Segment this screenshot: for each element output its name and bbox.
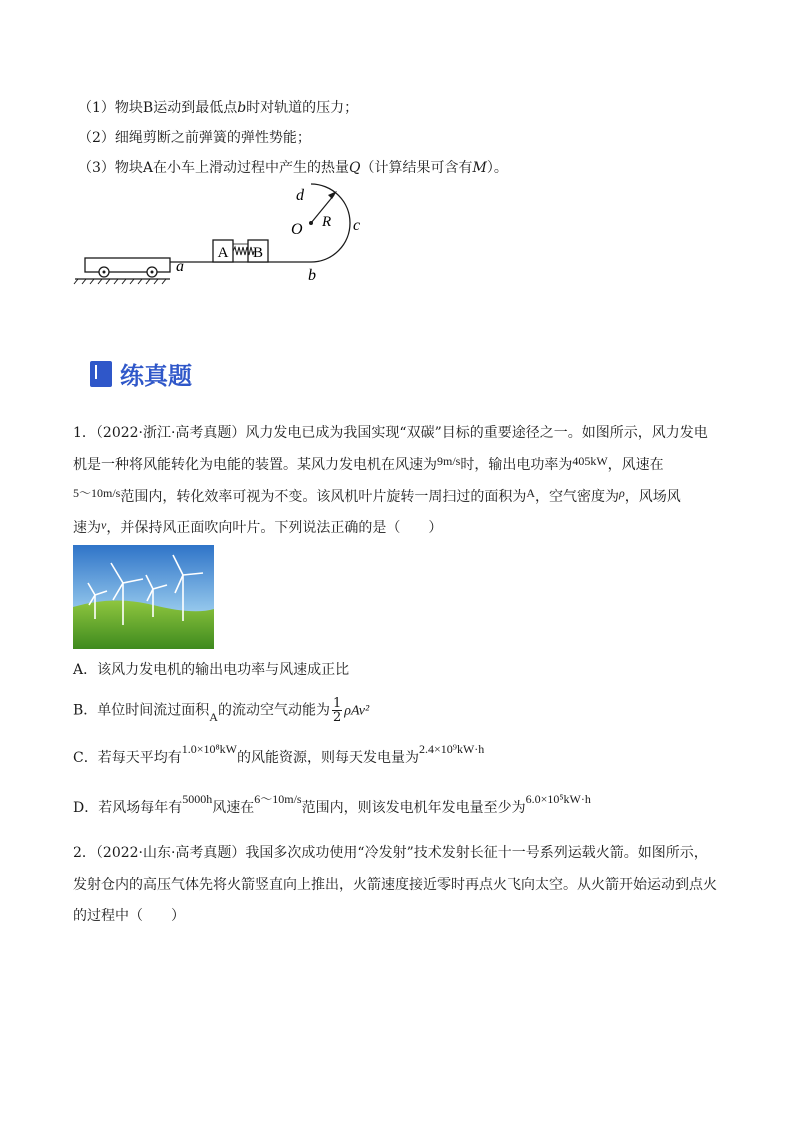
subquestion-2: （2）细绳剪断之前弹簧的弹性势能； [78, 130, 311, 146]
p1-option-d: D．若风场每年有5000h风速在6～10m/s范围内，则该发电机年发电量至少为6.0×10⁵kW·h [73, 792, 591, 816]
p2-line-1: 2．（2022·山东·高考真题）我国多次成功使用“冷发射”技术发射长征十一号系列运载火箭。如图所示， [73, 845, 708, 861]
p1-option-c: C．若每天平均有1.0×10⁸kW的风能资源，则每天发电量为2.4×10⁹kW·h [73, 742, 485, 766]
label-o: O [291, 221, 303, 238]
p2-line-3: 的过程中（ ） [73, 908, 185, 924]
section-heading [90, 356, 192, 391]
cart [85, 258, 170, 272]
label-b: b [308, 267, 316, 284]
p1-line-1: 1．（2022·浙江·高考真题）风力发电已成为我国实现“双碳”目标的重要途径之一。如图所示，风力发电 [73, 425, 708, 441]
p1-line-3: 5～10m/s范围内，转化效率可视为不变。该风机叶片旋转一周扫过的面积为A，空气密度为ρ，风场风 [73, 486, 681, 505]
label-d: d [296, 187, 304, 204]
p1-option-a: A．该风力发电机的输出电功率与风速成正比 [73, 662, 350, 678]
label-box-a: A [217, 245, 229, 261]
label-r: R [322, 214, 332, 230]
subquestion-1: （1）物块B运动到最低点b时对轨道的压力； [78, 100, 359, 116]
book-icon [90, 361, 112, 387]
p1-option-b: B．单位时间流过面积A的流动空气动能为 $\frac{1}{2}$ ρAv² [73, 696, 370, 725]
track-diagram [70, 180, 390, 285]
label-a: a [176, 258, 184, 275]
p1-line-2: 机是一种将风能转化为电能的装置。某风力发电机在风速为9m/s时，输出电功率为405kW，风速在 [73, 454, 664, 473]
p2-line-2: 发射仓内的高压气体先将火箭竖直向上推出，火箭速度接近零时再点火飞向太空。从火箭开始运动到点火 [73, 877, 717, 893]
p1-line-4: 速为v，并保持风正面吹向叶片。下列说法正确的是（ ） [73, 518, 443, 536]
wind-turbine-photo [73, 545, 214, 649]
subquestion-3: （3）物块A在小车上滑动过程中产生的热量Q（计算结果可含有M）。 [78, 160, 508, 176]
label-c: c [353, 217, 361, 234]
section-title: 练真题 [120, 362, 192, 390]
label-box-b: B [252, 245, 264, 261]
